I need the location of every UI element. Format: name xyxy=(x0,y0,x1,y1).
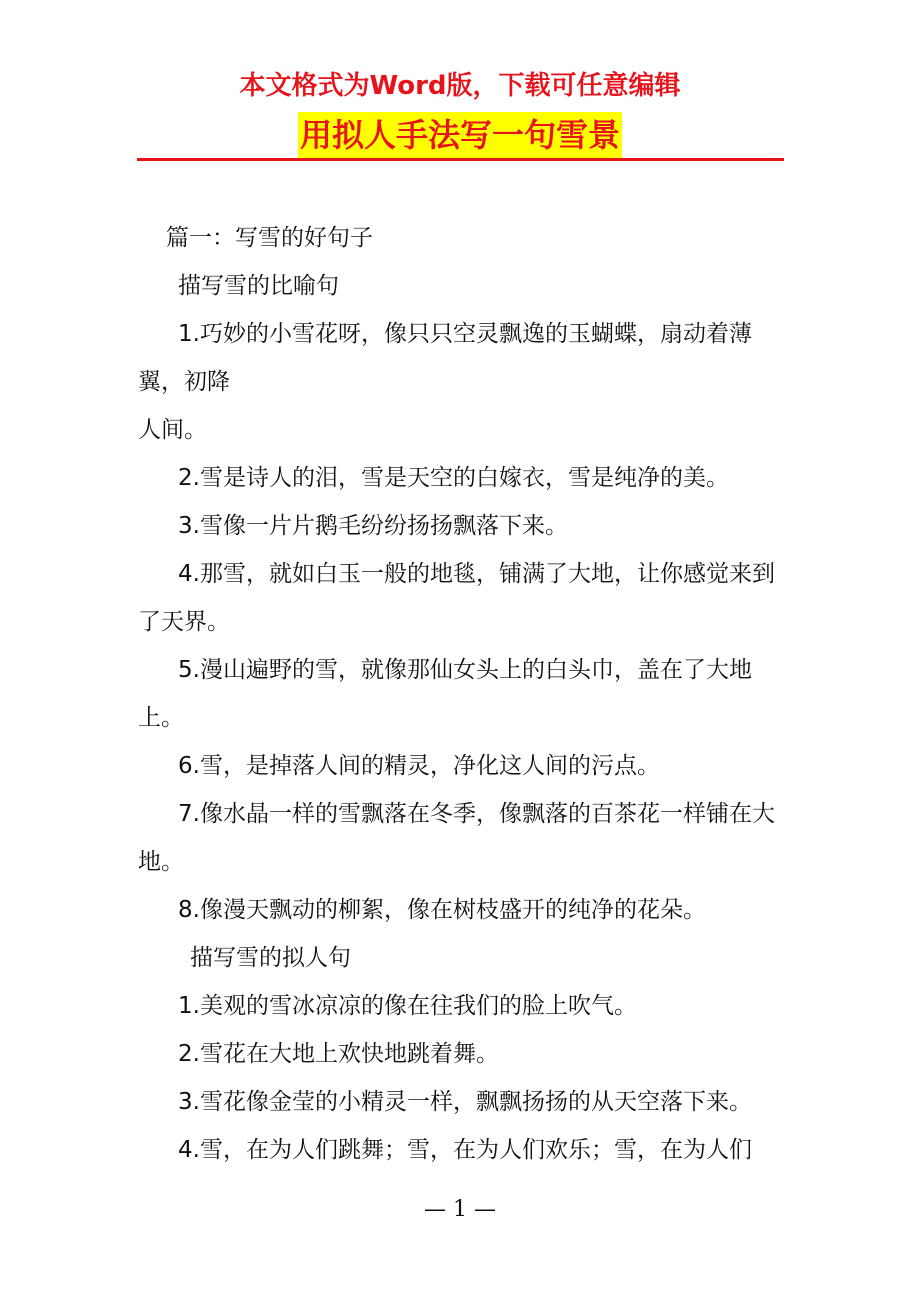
list-item: 3.雪花像金莹的小精灵一样，飘飘扬扬的从天空落下来。 xyxy=(178,1089,752,1115)
list-item: 3.雪像一片片鹅毛纷纷扬扬飘落下来。 xyxy=(178,513,568,539)
document-body xyxy=(138,214,788,1174)
list-item: 4.雪，在为人们跳舞；雪，在为人们欢乐；雪，在为人们 xyxy=(178,1137,752,1163)
list-item: 5.漫山遍野的雪，就像那仙女头上的白头巾，盖在了大地上。 xyxy=(138,657,752,731)
title-container xyxy=(0,112,920,158)
subheading-personification: 描写雪的拟人句 xyxy=(190,945,351,971)
list-item: 2.雪是诗人的泪，雪是天空的白嫁衣，雪是纯净的美。 xyxy=(178,465,729,491)
list-item: 1.巧妙的小雪花呀，像只只空灵飘逸的玉蝴蝶，扇动着薄翼，初降 xyxy=(138,321,752,395)
subheading-simile: 描写雪的比喻句 xyxy=(178,273,339,299)
format-notice: 本文格式为Word版，下载可任意编辑 xyxy=(239,71,681,101)
list-item-continuation: 人间。 xyxy=(138,417,207,443)
list-item: 7.像水晶一样的雪飘落在冬季，像飘落的百茶花一样铺在大地。 xyxy=(138,801,775,875)
document-title: 用拟人手法写一句雪景 xyxy=(298,112,622,158)
list-item: 4.那雪，就如白玉一般的地毯，铺满了大地，让你感觉来到了天界。 xyxy=(138,561,775,635)
title-divider xyxy=(137,158,784,161)
section-title: 篇一：写雪的好句子 xyxy=(166,225,373,251)
list-item: 2.雪花在大地上欢快地跳着舞。 xyxy=(178,1041,499,1067)
list-item: 6.雪，是掉落人间的精灵，净化这人间的污点。 xyxy=(178,753,660,779)
list-item: 8.像漫天飘动的柳絮，像在树枝盛开的纯净的花朵。 xyxy=(178,897,706,923)
list-item: 1.美观的雪冰凉凉的像在往我们的脸上吹气。 xyxy=(178,993,637,1019)
page-number: — 1 — xyxy=(424,1197,496,1222)
